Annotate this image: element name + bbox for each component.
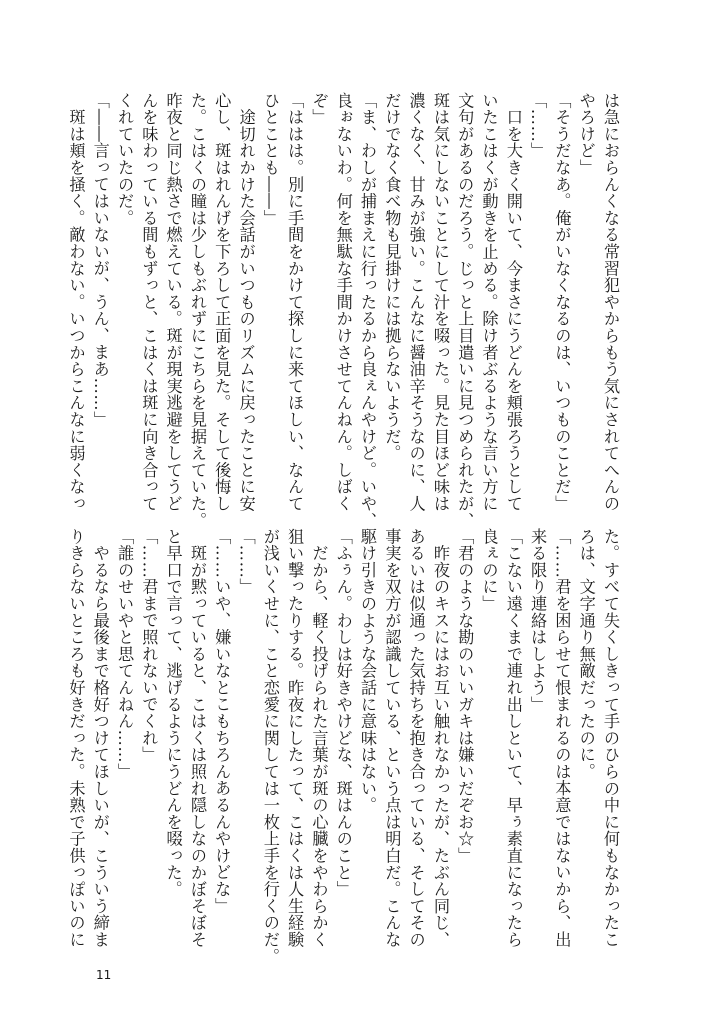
text-column: 「……いや、嫌いなとこもちろんあるんやけどな」 [212, 528, 232, 915]
text-column: ひとことも――」 [260, 92, 280, 227]
text-column: 「そうだなあ。俺がいなくなるのは、いつものことだ」 [552, 92, 572, 512]
text-column: 「誰のせいやと思てんねん……」 [115, 528, 135, 780]
text-column: 斑は気にしないことにして汁を啜った。見た目ほど味は [430, 92, 450, 512]
text-column: 良ぇのに」 [479, 528, 499, 612]
text-column: 狙い撃ったりする。昨夜にしたって、こはくは人生経験 [285, 528, 305, 948]
text-column: 「……君を困らせて恨まれるのは本意ではないから、出 [552, 528, 572, 948]
bottom-text-block [66, 528, 622, 965]
text-column: 来る限り連絡はしよう」 [528, 528, 548, 713]
text-column: 濃くなく、甘みが強い。こんなに醤油辛そうなのに、人 [406, 92, 426, 512]
text-column: 「ふぅん。わしは好きやけどな、斑はんのこと」 [333, 528, 353, 898]
text-column: 「……」 [528, 92, 548, 160]
text-column: んを味わっている間もずっと、こはくは斑に向き合って [139, 92, 159, 512]
text-column: くれていたのだ。 [115, 92, 135, 227]
text-column: やろけど」 [576, 92, 596, 176]
text-column: 駆け引きのような会話に意味はない。 [358, 528, 378, 814]
text-column: 「ま、わしが捕まえに行ったるから良ぇんやけど。いや、 [358, 92, 378, 529]
text-column: 事実を双方が認識している、という点は明白だ。こんな [382, 528, 402, 948]
text-column: が浅いくせに、こと恋愛に関しては一枚上手を行くのだ。 [260, 528, 280, 965]
text-column: 途切れかけた会話がいつものリズムに戻ったことに安 [236, 92, 256, 512]
text-column: ぞ」 [309, 92, 329, 126]
text-column: た。すべて失くしきって手のひらの中に何もなかったこ [601, 528, 620, 948]
text-column: ろは、文字通り無敵だったのに。 [576, 528, 596, 780]
text-column: だから、軽く投げられた言葉が斑の心臓をやわらかく [309, 528, 329, 948]
text-column: 「――言ってはいないが、うん、まあ……」 [90, 92, 110, 428]
text-column: 昨夜と同じ熱さで燃えている。斑が現実逃避をしてうど [163, 92, 183, 512]
text-column: いたこはくが動きを止める。除け者ぶるような言い方に [479, 92, 499, 512]
top-text-block [66, 92, 622, 529]
text-column: 斑は頬を掻く。敵わない。いつからこんなに弱くなっ [66, 92, 86, 512]
text-column: と早口で言って、逃げるようにうどんを啜った。 [163, 528, 183, 898]
text-column: 「……」 [236, 528, 256, 596]
text-column: は急におらんくなる常習犯やからもう気にされてへんの [601, 92, 620, 512]
text-column: 「君のような勘のいいガキは嫌いだぞお☆」 [455, 528, 475, 864]
text-column: た。こはくの瞳は少しもぶれずにこちらを見据えていた。 [187, 92, 207, 529]
text-column: 口を大きく開いて、今まさにうどんを頬張ろうとして [503, 92, 523, 512]
text-column: りきらないところも好きだった。未熟で子供っぽいのに [66, 528, 86, 948]
text-column: 良ぉないわ。何を無駄な手間かけさせてんねん。しばく [333, 92, 353, 512]
text-column: 「……君まで照れないでくれ」 [139, 528, 159, 764]
text-column: 昨夜のキスにはお互い触れなかったが、たぶん同じ、 [430, 528, 450, 948]
text-column: 「こない遠くまで連れ出しといて、早ぅ素直になったら [503, 528, 523, 948]
text-column: 「ははは。別に手間をかけて探しに来てほしい、なんて [285, 92, 305, 512]
text-column: 心し、斑はれんげを下ろして正面を見た。そして後悔し [212, 92, 232, 512]
text-column: だけでなく食べ物も見掛けには拠らないようだ。 [382, 92, 402, 462]
text-column: 文句があるのだろう。じっと上目遣いに見つめられたが、 [455, 92, 475, 529]
page-number: 11 [96, 968, 112, 982]
text-column: あるいは似通った気持ちを抱き合っている、そしてその [406, 528, 426, 948]
text-column: やるなら最後まで格好つけてほしいが、こういう締ま [90, 528, 110, 948]
text-column: 斑が黙っていると、こはくは照れ隠しなのかぼそぼそ [187, 528, 207, 948]
